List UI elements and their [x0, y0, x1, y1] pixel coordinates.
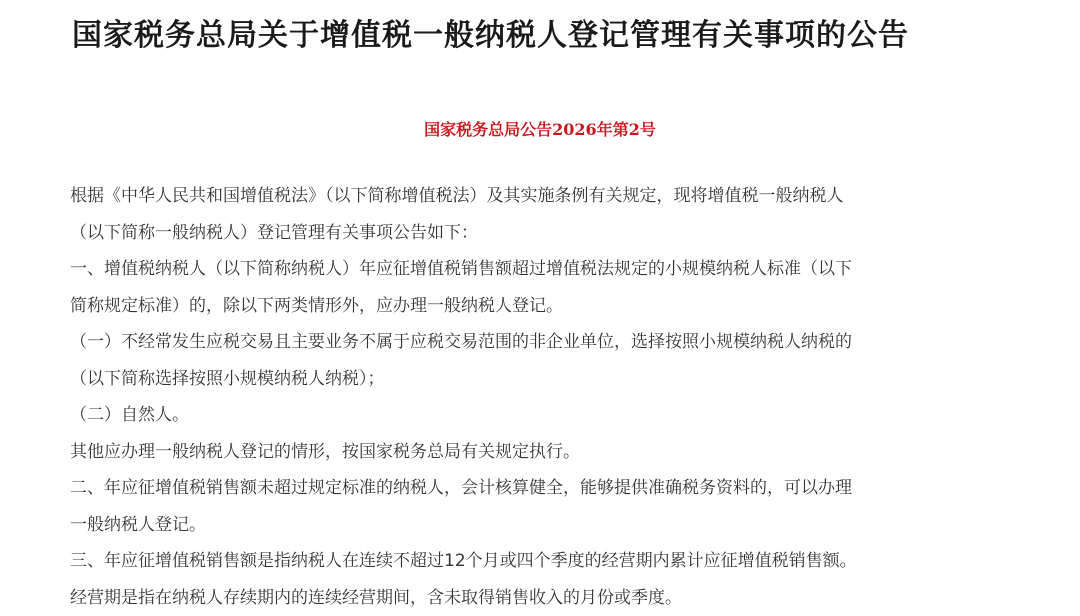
body-line: （二）自然人。	[70, 397, 970, 434]
body-line: 经营期是指在纳税人存续期内的连续经营期间，含未取得销售收入的月份或季度。	[70, 580, 970, 616]
announcement-body	[70, 178, 970, 616]
body-line: 其他应办理一般纳税人登记的情形，按国家税务总局有关规定执行。	[70, 434, 970, 471]
body-line: （以下简称选择按照小规模纳税人纳税）；	[70, 361, 970, 398]
body-line: 一般纳税人登记。	[70, 507, 970, 544]
body-line: 三、年应征增值税销售额是指纳税人在连续不超过12个月或四个季度的经营期内累计应征增值税销售额。	[70, 543, 970, 580]
body-line: 简称规定标准）的，除以下两类情形外，应办理一般纳税人登记。	[70, 288, 970, 325]
body-line: 二、年应征增值税销售额未超过规定标准的纳税人，会计核算健全，能够提供准确税务资料的，可以办理	[70, 470, 970, 507]
body-line: （以下简称一般纳税人）登记管理有关事项公告如下：	[70, 215, 970, 252]
page-title: 国家税务总局关于增值税一般纳税人登记管理有关事项的公告	[72, 14, 1032, 58]
body-line: （一）不经常发生应税交易且主要业务不属于应税交易范围的非企业单位，选择按照小规模纳税人纳税的	[70, 324, 970, 361]
body-line: 一、增值税纳税人（以下简称纳税人）年应征增值税销售额超过增值税法规定的小规模纳税人标准（以下	[70, 251, 970, 288]
body-line: 根据《中华人民共和国增值税法》（以下简称增值税法）及其实施条例有关规定，现将增值税一般纳税人	[70, 178, 970, 215]
document-number: 国家税务总局公告2026年第2号	[0, 118, 1080, 142]
